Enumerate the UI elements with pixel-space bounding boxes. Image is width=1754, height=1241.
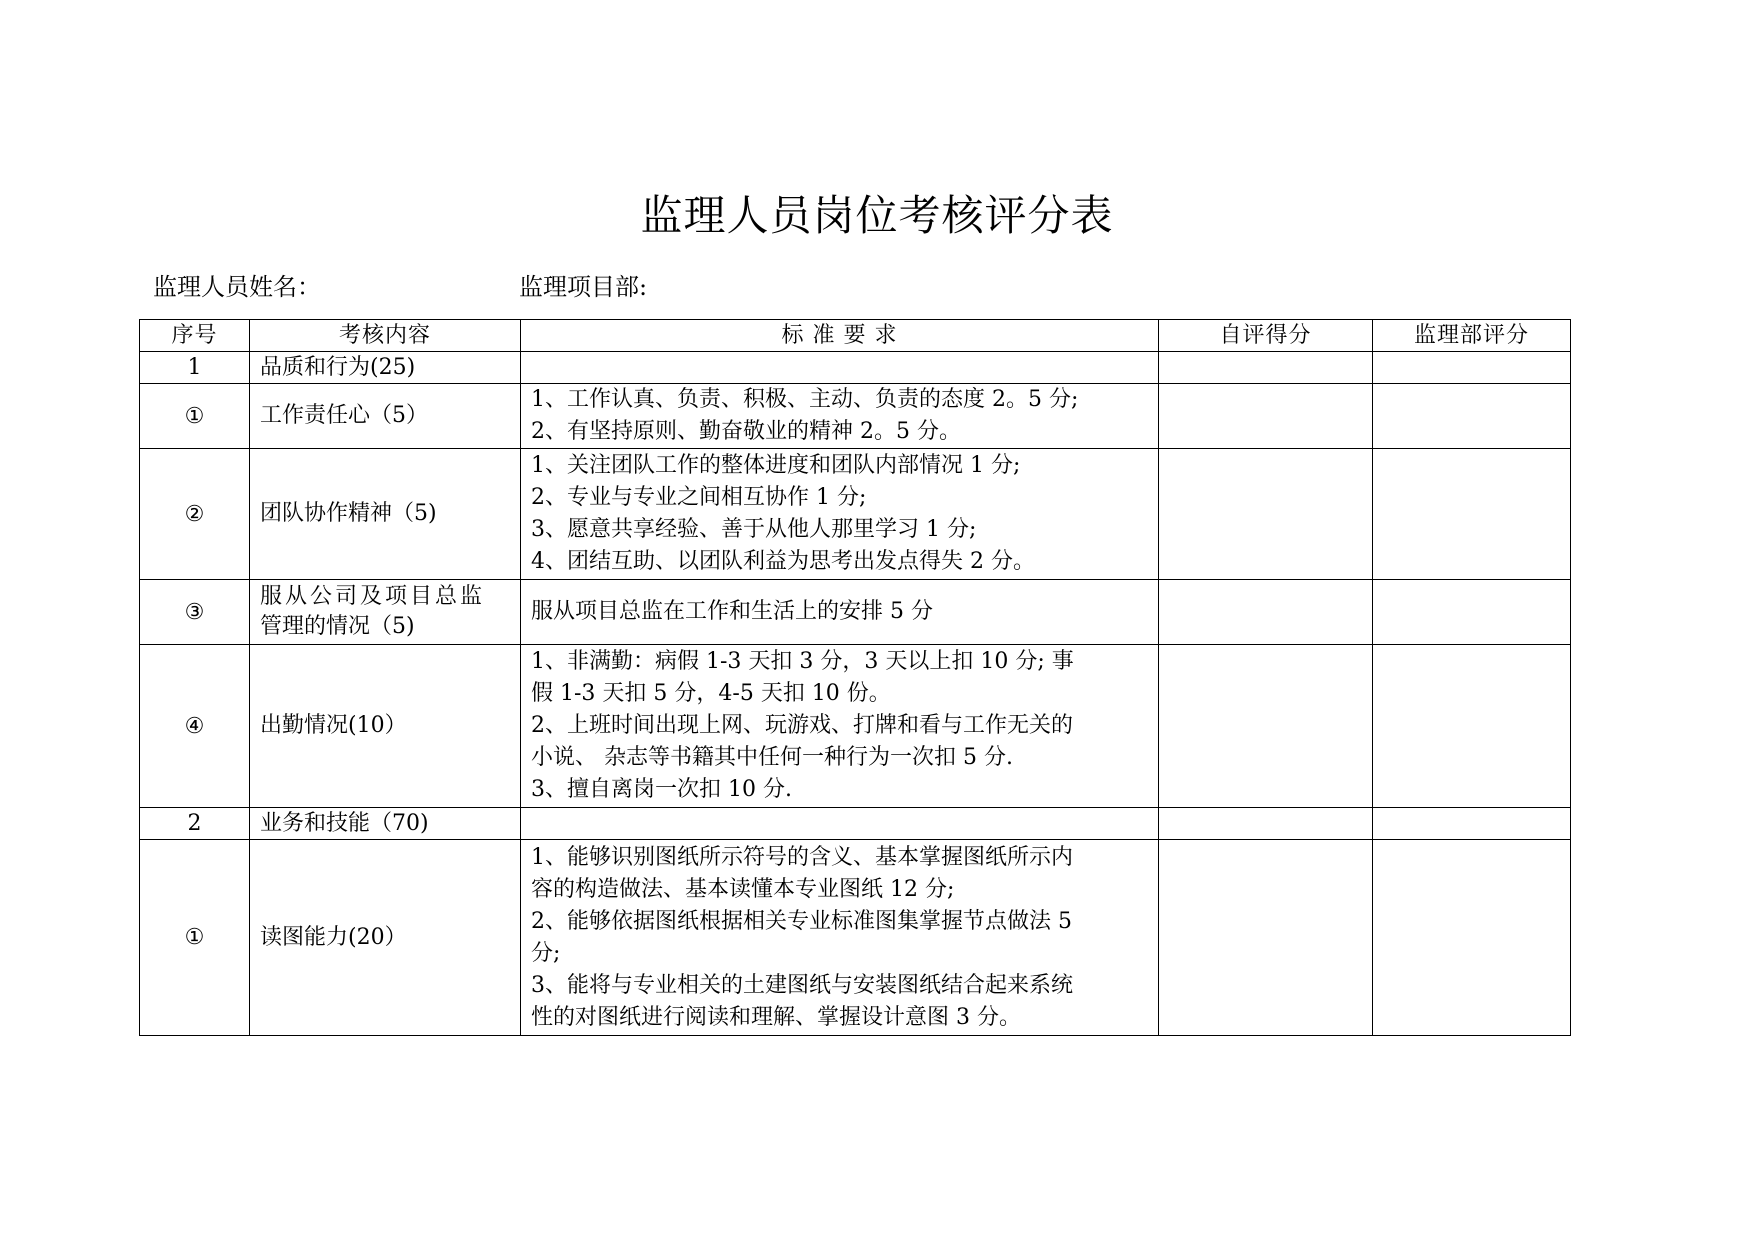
row-item xyxy=(250,580,521,645)
standard-line: 1、非满勤：病假 1-3 天扣 3 分，3 天以上扣 10 分; 事 xyxy=(531,649,1074,674)
self-score-cell[interactable] xyxy=(1159,580,1373,645)
row-number: ① xyxy=(140,840,250,1036)
table-row xyxy=(140,449,1571,580)
self-score-cell[interactable] xyxy=(1159,645,1373,808)
row-item xyxy=(250,645,521,808)
standard-line: 3、能将与专业相关的土建图纸与安装图纸结合起来系统 xyxy=(531,972,1073,998)
item-line: 品质和行为(25) xyxy=(260,354,416,380)
standard-line: 1、关注团队工作的整体进度和团队内部情况 1 分; xyxy=(531,453,1021,478)
item-line: 出勤情况(10） xyxy=(260,713,407,738)
header-self-score: 自评得分 xyxy=(1159,320,1373,352)
row-standard xyxy=(521,840,1159,1036)
dept-score-cell[interactable] xyxy=(1373,580,1571,645)
dept-score-cell[interactable] xyxy=(1373,449,1571,580)
table-row-section xyxy=(140,352,1571,384)
row-number: ④ xyxy=(140,645,250,808)
row-standard xyxy=(521,449,1159,580)
dept-score-cell[interactable] xyxy=(1373,384,1571,449)
standard-line: 容的构造做法、基本读懂本专业图纸 12 分; xyxy=(531,876,955,902)
standard-line: 分; xyxy=(531,940,561,966)
self-score-cell[interactable] xyxy=(1159,449,1373,580)
self-score-cell[interactable] xyxy=(1159,808,1373,840)
table-row xyxy=(140,580,1571,645)
item-line: 工作责任心（5） xyxy=(260,403,428,428)
standard-line: 服从项目总监在工作和生活上的安排 5 分 xyxy=(531,599,933,624)
standard-line: 假 1-3 天扣 5 分，4-5 天扣 10 份。 xyxy=(531,681,891,706)
standard-line: 1、工作认真、负责、积极、主动、负责的态度 2。5 分; xyxy=(531,387,1079,412)
standard-line: 2、能够依据图纸根据相关专业标准图集掌握节点做法 5 xyxy=(531,908,1072,934)
row-item xyxy=(250,352,521,384)
dept-score-cell[interactable] xyxy=(1373,808,1571,840)
header-no: 序号 xyxy=(140,320,250,352)
row-standard xyxy=(521,580,1159,645)
row-standard xyxy=(521,384,1159,449)
row-number: 1 xyxy=(140,352,250,384)
row-standard xyxy=(521,808,1159,840)
item-line: 业务和技能（70) xyxy=(260,810,429,836)
standard-line: 2、上班时间出现上网、玩游戏、打牌和看与工作无关的 xyxy=(531,713,1073,738)
row-number: ① xyxy=(140,384,250,449)
row-number: ② xyxy=(140,449,250,580)
table-row-section xyxy=(140,808,1571,840)
standard-line: 2、专业与专业之间相互协作 1 分; xyxy=(531,485,867,510)
self-score-cell[interactable] xyxy=(1159,384,1373,449)
item-line: 服从公司及项目总监 xyxy=(260,584,486,609)
row-item xyxy=(250,840,521,1036)
standard-line: 3、愿意共享经验、善于从他人那里学习 1 分; xyxy=(531,517,977,542)
row-standard xyxy=(521,645,1159,808)
row-item xyxy=(250,449,521,580)
project-dept-label: 监理项目部: xyxy=(519,273,648,301)
row-number: ③ xyxy=(140,580,250,645)
standard-line: 2、有坚持原则、勤奋敬业的精神 2。5 分。 xyxy=(531,419,961,444)
header-content: 考核内容 xyxy=(250,320,521,352)
dept-score-cell[interactable] xyxy=(1373,840,1571,1036)
table-row xyxy=(140,384,1571,449)
standard-line: 小说、 杂志等书籍其中任何一种行为一次扣 5 分. xyxy=(531,745,1013,770)
standard-line: 4、团结互助、以团队利益为思考出发点得失 2 分。 xyxy=(531,549,1035,574)
header-dept-score: 监理部评分 xyxy=(1373,320,1571,352)
item-line: 读图能力(20） xyxy=(260,924,407,950)
assessment-table xyxy=(139,319,1571,1036)
item-line: 团队协作精神（5) xyxy=(260,501,437,526)
row-item xyxy=(250,384,521,449)
row-number: 2 xyxy=(140,808,250,840)
table-header-row xyxy=(140,320,1571,352)
page-title: 监理人员岗位考核评分表 xyxy=(640,191,1114,240)
inspector-name-label: 监理人员姓名： xyxy=(153,273,321,301)
standard-line: 3、擅自离岗一次扣 10 分. xyxy=(531,777,792,802)
dept-score-cell[interactable] xyxy=(1373,352,1571,384)
table-row xyxy=(140,645,1571,808)
self-score-cell[interactable] xyxy=(1159,840,1373,1036)
self-score-cell[interactable] xyxy=(1159,352,1373,384)
header-standard: 标 准 要 求 xyxy=(521,320,1159,352)
dept-score-cell[interactable] xyxy=(1373,645,1571,808)
standard-line: 性的对图纸进行阅读和理解、掌握设计意图 3 分。 xyxy=(531,1004,1021,1030)
standard-line: 1、能够识别图纸所示符号的含义、基本掌握图纸所示内 xyxy=(531,844,1073,870)
row-standard xyxy=(521,352,1159,384)
table-row xyxy=(140,840,1571,1036)
row-item xyxy=(250,808,521,840)
item-line: 管理的情况（5) xyxy=(260,614,415,639)
